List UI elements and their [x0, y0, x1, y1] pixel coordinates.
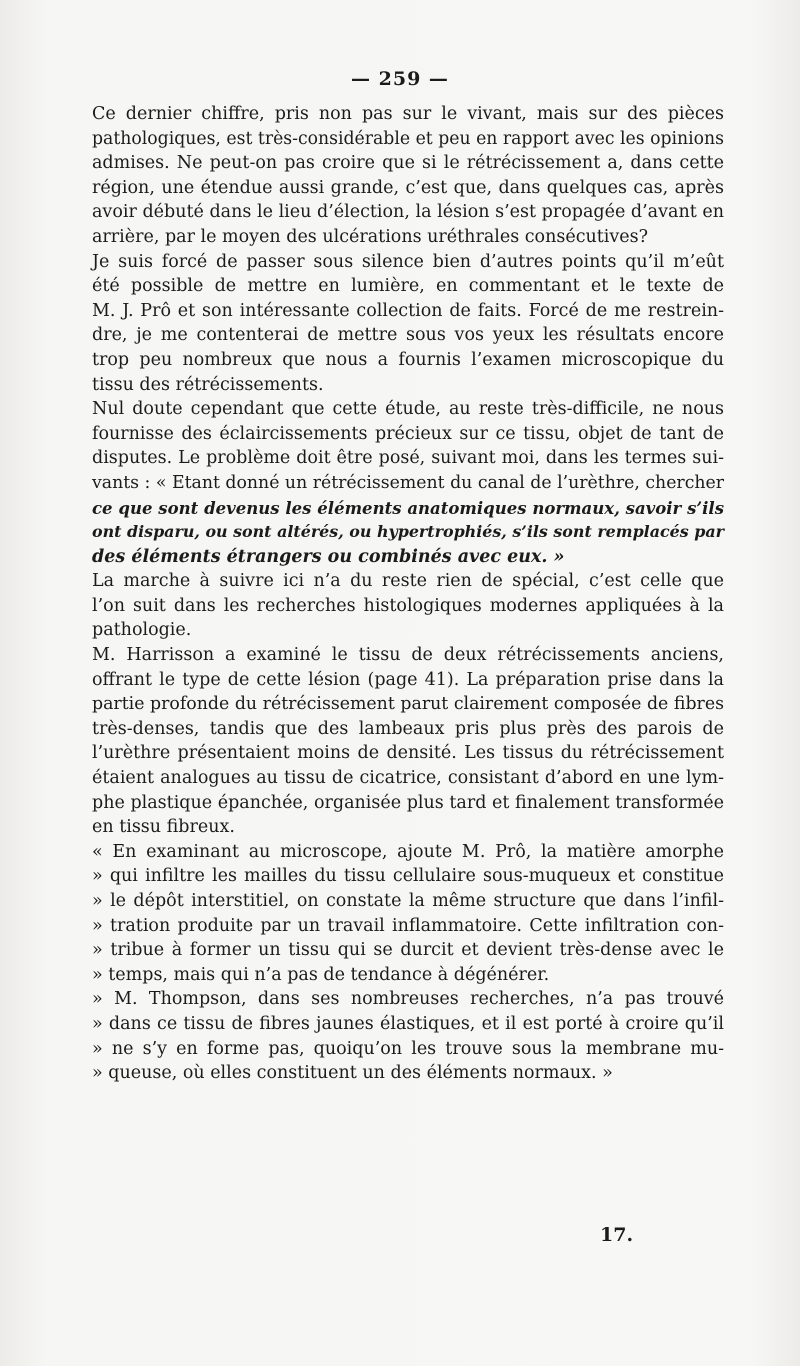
text-line: trop peu nombreux que nous a fournis l’examen microscopique du [92, 349, 724, 370]
text-line: pathologie. [92, 620, 192, 641]
text-line: » M. Thompson, dans ses nombreuses recherches, n’a pas trouvé [92, 989, 724, 1010]
text-line: dre, je me contenterai de mettre sous vos yeux les résultats encore [92, 325, 724, 346]
text-line: La marche à suivre ici n’a du reste rien de spécial, c’est celle que [92, 571, 724, 592]
body-text [92, 102, 724, 1086]
paragraph [92, 569, 724, 643]
text-line: ont disparu, ou sont altérés, ou hypertrophiés, s’ils sont remplacés par [92, 522, 724, 542]
text-line: » tration produite par un travail inflammatoire. Cette infiltration con- [92, 915, 724, 936]
text-line: » ne s’y en forme pas, quoiqu’on les trouve sous la membrane mu- [92, 1038, 724, 1059]
text-line: M. Harrisson a examiné le tissu de deux rétrécissements anciens, [92, 645, 724, 666]
text-line: » le dépôt interstitiel, on constate la même structure que dans l’infil- [92, 891, 724, 911]
text-line: » queuse, où elles constituent un des éléments normaux. » [92, 1063, 613, 1084]
text-line: Ce dernier chiffre, pris non pas sur le vivant, mais sur des pièces [92, 104, 724, 124]
page-number: — 259 — [351, 68, 449, 90]
paragraph [92, 987, 724, 1085]
paragraph [92, 643, 724, 840]
text-line: fournisse des éclaircissements précieux sur ce tissu, objet de tant de [92, 423, 724, 444]
text-line: étaient analogues au tissu de cicatrice, consistant d’abord en une lym- [92, 768, 724, 789]
paragraph [92, 397, 724, 569]
paragraph [92, 840, 724, 988]
text-line: admises. Ne peut-on pas croire que si le rétrécissement a, dans cette [92, 153, 724, 174]
text-line: Je suis forcé de passer sous silence bien d’autres points qu’il m’eût [92, 251, 724, 272]
text-line: région, une étendue aussi grande, c’est que, dans quelques cas, après [92, 177, 724, 198]
paragraph [92, 102, 724, 250]
text-line: Nul doute cependant que cette étude, au reste très-difficile, ne nous [92, 399, 724, 420]
text-line: « En examinant au microscope, ajoute M. Prô, la matière amorphe [92, 841, 724, 862]
text-line: avoir débuté dans le lieu d’élection, la lésion s’est propagée d’avant en [92, 202, 724, 223]
text-line: été possible de mettre en lumière, en commentant et le texte de [92, 276, 724, 297]
text-line: tissu des rétrécissements. [92, 374, 324, 395]
text-line: l’urèthre présentaient moins de densité. Les tissus du rétrécissement [92, 743, 724, 764]
text-line: M. J. Prô et son intéressante collection de faits. Forcé de me restrein- [92, 300, 724, 321]
signature-mark: 17. [600, 1224, 634, 1246]
text-line: phe plastique épanchée, organisée plus tard et finalement transformée [92, 792, 724, 813]
text-line: partie profonde du rétrécissement parut clairement composée de fibres [92, 694, 724, 715]
text-line: » tribue à former un tissu qui se durcit et devient très-dense avec le [92, 940, 724, 961]
text-line: en tissu fibreux. [92, 817, 235, 838]
text-line: des éléments étrangers ou combinés avec eux. » [92, 546, 565, 567]
text-line: vants : « Etant donné un rétrécissement du canal de l’urèthre, chercher [92, 472, 725, 493]
text-line: disputes. Le problème doit être posé, suivant moi, dans les termes sui- [92, 448, 724, 469]
text-line: arrière, par le moyen des ulcérations uréthrales consécutives? [92, 226, 649, 247]
text-line: ce que sont devenus les éléments anatomiques normaux, savoir s’ils [92, 497, 724, 518]
text-line: très-denses, tandis que des lambeaux pris plus près des parois de [92, 718, 724, 739]
text-line: » qui infiltre les mailles du tissu cellulaire sous-muqueux et constitue [92, 866, 724, 887]
text-line: l’on suit dans les recherches histologiques modernes appliquées à la [92, 595, 724, 616]
text-line: » dans ce tissu de fibres jaunes élastiques, et il est porté à croire qu’il [92, 1013, 724, 1034]
text-line: » temps, mais qui n’a pas de tendance à dégénérer. [92, 964, 550, 985]
text-line: offrant le type de cette lésion (page 41). La préparation prise dans la [92, 669, 724, 690]
paragraph [92, 250, 724, 398]
text-line: pathologiques, est très-considérable et peu en rapport avec les opinions [92, 128, 724, 149]
